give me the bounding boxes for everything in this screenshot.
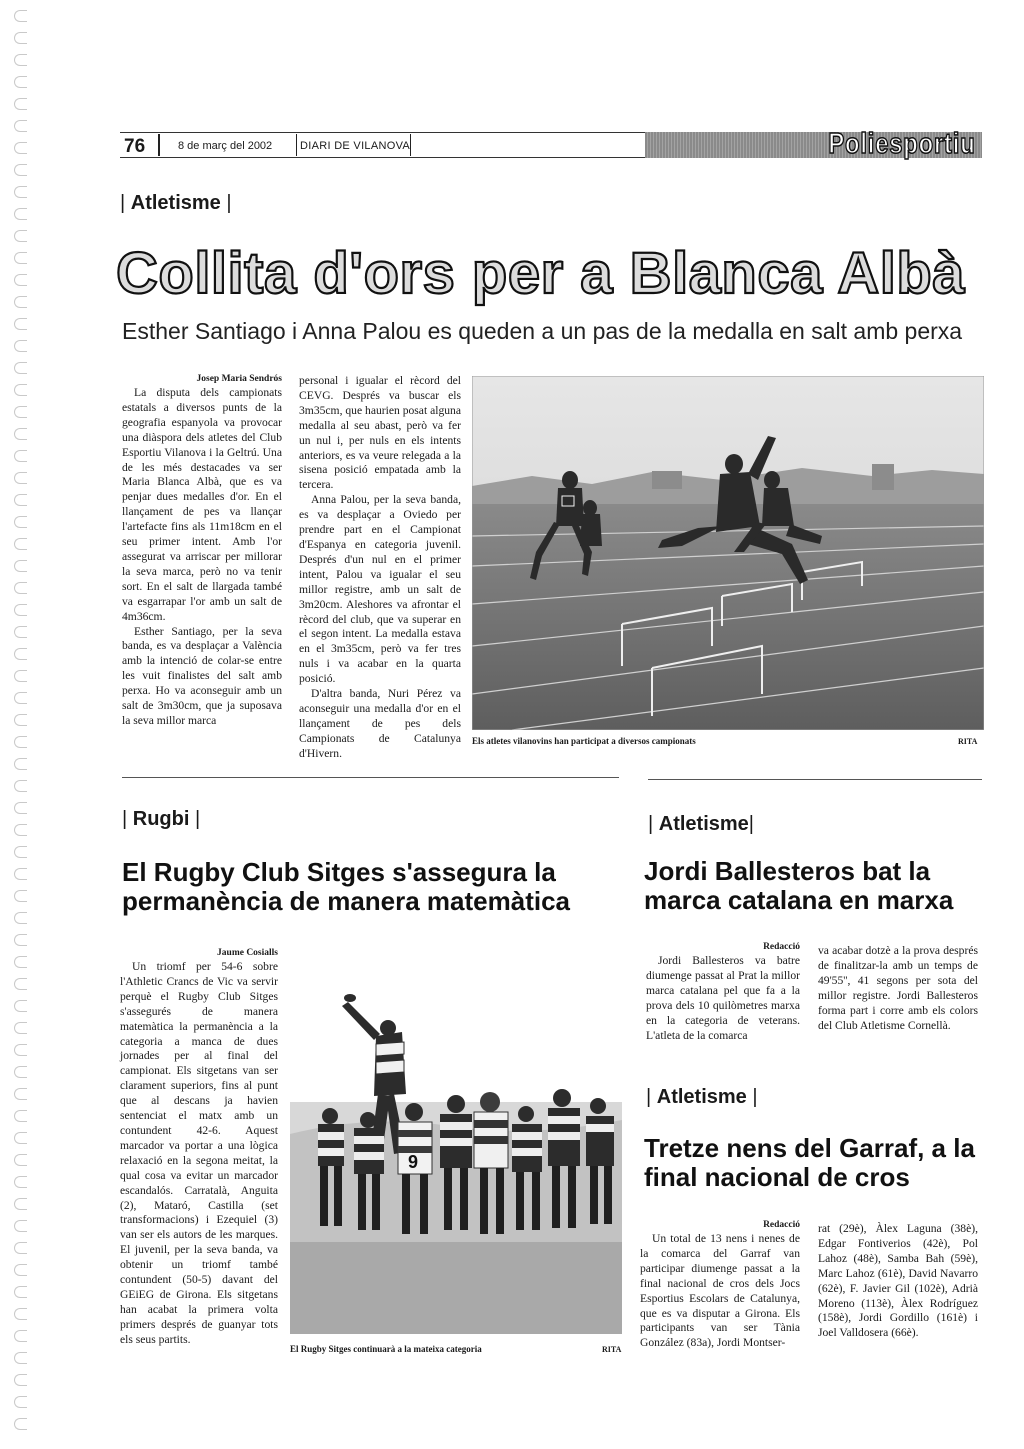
section-label-text: Rugbi [132, 808, 190, 830]
paragraph: D'altra banda, Nuri Pérez va aconseguir una medalla d'or en el llançament de pes dels Campionats de Catalunya d'Hivern. [299, 687, 461, 760]
rugby-photo [290, 984, 622, 1334]
issue-date: 8 de març del 2002 [178, 140, 273, 152]
binder-hole [14, 802, 27, 814]
binder-hole [14, 1132, 27, 1144]
paragraph: Jordi Ballesteros va batre diumenge passat al Prat la millor marca catalana pel que fa a la prova dels 10 quilòmetres marxa en la categoria de veterans. L'atleta de la comarca [646, 954, 800, 1042]
binder-hole [14, 120, 27, 132]
binder-hole [14, 978, 27, 990]
binder-hole [14, 1308, 27, 1320]
paragraph: va acabar dotzè a la prova després de finalitzar-la amb un temps de 49'55'', 41 segons per sota del millor registre. Jordi Ballesteros forma part i corre amb els colors del Club Atletisme Cornellà. [818, 944, 978, 1032]
marxa-section-label: | Atletisme| [648, 813, 754, 835]
paragraph: Un total de 13 nens i nenes de la comarca del Garraf van participar diumenge passat a la final nacional de cros dels Jocs Esportius Escolars de Catalunya, que es va disputar a Girona. Els participants van ser Tània González (83a), Jordi Montser- [640, 1232, 800, 1350]
binder-hole [14, 1286, 27, 1298]
paragraph: rat (29è), Àlex Laguna (38è), Edgar Fontiverios (42è), Pol Lahoz (48è), Samba Bah (59è), Marc Lahoz (61è), David Navarro (62è), F. Javier Gil (102è), Adrià Moreno (113è), Àlex Rodríguez (158è), Jordi Gordillo (161è) i Joel Valldosera (66è). [818, 1222, 978, 1340]
byline: Josep Maria Sendrós [196, 374, 282, 384]
binder-hole [14, 868, 27, 880]
binder-hole [14, 846, 27, 858]
binder-hole [14, 582, 27, 594]
main-photo-credit: RITA [958, 737, 978, 746]
binder-hole [14, 362, 27, 374]
binder-hole [14, 604, 27, 616]
paragraph: Anna Palou, per la seva banda, es va desplaçar a Oviedo per prendre part en el Campionat d'Espanya en categoria juvenil. Després d'un nul en el primer intent, Palou va igualar el seu millor registre, amb un salt de 3m20cm. Aleshores va afrontar el rècord del club, que va superar en el segon intent. La medalla estava en el 3m35cm, però va fer tres nuls i va acabar en la quarta posició. [299, 493, 461, 686]
header-separator [410, 134, 411, 156]
main-photo-caption: Els atletes vilanovins han participat a diversos campionats [472, 736, 696, 746]
rugby-column [120, 948, 278, 1348]
header-separator [296, 134, 297, 156]
rugby-photo-caption: El Rugby Sitges continuarà a la mateixa categoria [290, 1344, 482, 1354]
binder-hole [14, 824, 27, 836]
binder-hole [14, 186, 27, 198]
byline: Redacció [763, 1220, 800, 1230]
binder-hole [14, 1330, 27, 1342]
paragraph: La disputa dels campionats estatals a diversos punts de la geografia espanyola va provocar una diàspora dels atletes del Club Esportiu Vilanova i la Geltrú. Una de les més destacades va ser Maria Blanca Albà, que es va penjar dues medalles d'or. En el llançament de pes va llançar l'artefacte fins als 11m18cm en el seu primer intent. Amb l'or assegurat va arriscar per millorar la seva marca, però no va tenir sort. En el salt de llargada també va esgarrapar l'or amb un salt de 4m36cm. [122, 386, 282, 623]
binder-hole [14, 538, 27, 550]
binder-holes [0, 0, 42, 1449]
binder-hole [14, 406, 27, 418]
binder-hole [14, 54, 27, 66]
binder-hole [14, 934, 27, 946]
page-number: 76 [124, 136, 146, 157]
binder-hole [14, 758, 27, 770]
binder-hole [14, 384, 27, 396]
binder-hole [14, 626, 27, 638]
header-top-rule [120, 132, 645, 133]
binder-hole [14, 780, 27, 792]
binder-hole [14, 10, 27, 22]
binder-hole [14, 1418, 27, 1430]
binder-hole [14, 1220, 27, 1232]
binder-hole [14, 714, 27, 726]
rugby-section-label: | Rugbi | [122, 808, 201, 830]
binder-hole [14, 1242, 27, 1254]
cros-column-1 [640, 1220, 800, 1351]
binder-hole [14, 494, 27, 506]
binder-hole [14, 1176, 27, 1188]
section-divider [122, 777, 619, 778]
binder-hole [14, 428, 27, 440]
binder-hole [14, 296, 27, 308]
binder-hole [14, 230, 27, 242]
binder-hole [14, 890, 27, 902]
binder-hole [14, 560, 27, 572]
binder-hole [14, 1066, 27, 1078]
section-label-text: Atletisme [658, 813, 749, 835]
paragraph: Un triomf per 54-6 sobre l'Athletic Crancs de Vic va servir perquè el Rugby Club Sitges s'assegurés de manera matemàtica la permanència a la categoria a manca de dues jornades per al final del campionat. Els sitgetans van ser clarament superiors, fins al punt que al descans ja havien sentenciat el matx amb un contundent 42-6. Aquest marcador va portar a una lògica relaxació en la segona meitat, la qual cosa va evitar un marcador escandalós. Carratalà, Anguita (2), Mataró, Castilla (set transformacions) i Ezequiel (3) van ser els autors de les marques. El juvenil, per la seva banda, va obtenir un triomf també contundent (50-5) davant del GEiEG de Girona. Els sitgetans han acabat la primera volta primers després de guanyar tots els seus partits. [120, 960, 278, 1346]
byline: Redacció [763, 942, 800, 952]
marxa-column-1 [646, 942, 800, 1043]
athletes-photo [472, 376, 984, 730]
binder-hole [14, 1352, 27, 1364]
paragraph: Esther Santiago, per la seva banda, es va desplaçar a València amb la intenció de colar-se entre les vuit finalistes del salt amb perxa. Ho va aconseguir amb un salt de 3m30cm, que ja suposava la seva millor marca [122, 624, 282, 727]
binder-hole [14, 1088, 27, 1100]
binder-hole [14, 1198, 27, 1210]
binder-hole [14, 692, 27, 704]
binder-hole [14, 1000, 27, 1012]
main-column-2 [299, 374, 461, 762]
binder-hole [14, 450, 27, 462]
binder-hole [14, 164, 27, 176]
jersey-number: 9 [408, 1152, 419, 1172]
binder-hole [14, 736, 27, 748]
binder-hole [14, 648, 27, 660]
section-divider [648, 779, 982, 780]
binder-hole [14, 1396, 27, 1408]
binder-hole [14, 1022, 27, 1034]
binder-hole [14, 1374, 27, 1386]
binder-hole [14, 472, 27, 484]
rugby-headline: El Rugby Club Sitges s'assegura la permanència de manera matemàtica [122, 857, 570, 916]
binder-hole [14, 1154, 27, 1166]
marxa-column-2 [818, 944, 978, 1033]
main-headline: Collita d'ors per a Blanca Albà [116, 241, 966, 306]
section-title: Poliesportiu [828, 128, 976, 160]
binder-hole [14, 274, 27, 286]
header-separator [158, 134, 160, 156]
section-label-text: Atletisme [130, 192, 221, 214]
binder-hole [14, 912, 27, 924]
publication-name: DIARI DE VILANOVA [300, 140, 411, 152]
binder-hole [14, 76, 27, 88]
binder-hole [14, 98, 27, 110]
rugby-photo-credit: RITA [602, 1345, 622, 1354]
byline: Jaume Cosialls [217, 948, 278, 958]
binder-hole [14, 318, 27, 330]
section-label: | Atletisme | [120, 192, 232, 214]
main-column-1 [122, 374, 282, 729]
binder-hole [14, 1264, 27, 1276]
section-label-text: Atletisme [656, 1086, 747, 1108]
binder-hole [14, 208, 27, 220]
binder-hole [14, 32, 27, 44]
paragraph: personal i igualar el rècord del CEVG. Després va buscar els 3m35cm, que haurien posat alguna medalla al seu abast, però va fer un nul i, per nuls en els intents anteriors, es va veure relegada a la sisena posició empatada amb la tercera. [299, 374, 461, 492]
binder-hole [14, 142, 27, 154]
binder-hole [14, 340, 27, 352]
binder-hole [14, 670, 27, 682]
binder-hole [14, 516, 27, 528]
cros-section-label: | Atletisme | [646, 1086, 758, 1108]
binder-hole [14, 1110, 27, 1122]
marxa-headline: Jordi Ballesteros bat la marca catalana en marxa [644, 856, 954, 915]
binder-hole [14, 1044, 27, 1056]
cros-column-2 [818, 1222, 978, 1341]
main-subheadline: Esther Santiago i Anna Palou es queden a un pas de la medalla en salt amb perxa [122, 318, 963, 344]
binder-hole [14, 956, 27, 968]
binder-hole [14, 252, 27, 264]
cros-headline: Tretze nens del Garraf, a la final nacional de cros [644, 1133, 975, 1192]
